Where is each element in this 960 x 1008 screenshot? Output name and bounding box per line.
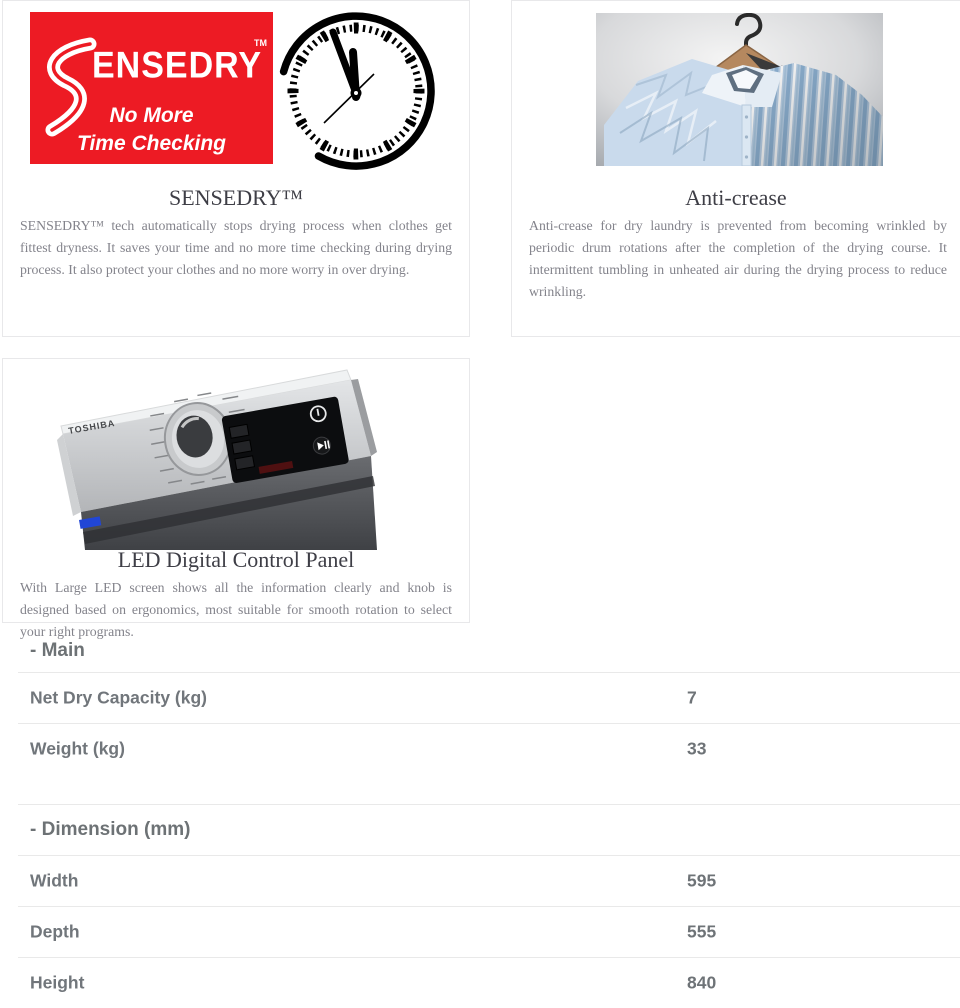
- spec-value: 7: [687, 687, 697, 708]
- spec-row-height: [18, 957, 960, 1008]
- spec-value: 840: [687, 972, 717, 993]
- anticrease-shirt-photo: [596, 13, 883, 166]
- card-title-led-panel: LED Digital Control Panel: [117, 547, 355, 572]
- spec-row-net-dry-capacity: [18, 672, 960, 723]
- spec-row-width: [18, 855, 960, 906]
- panel-brand-text: TOSHIBA: [67, 417, 116, 436]
- spec-label: Width: [30, 870, 79, 891]
- sensedry-tm-mark: TM: [254, 38, 267, 48]
- card-title-anticrease: Anti-crease: [685, 185, 787, 210]
- feature-card-anticrease: [511, 0, 960, 337]
- spec-row-weight: [18, 723, 960, 774]
- card-description-anticrease: Anti-crease for dry laundry is prevented from becoming wrinkled by periodic drum rotations after the completion of the drying course. It intermittent tumbling in unheated air during the drying process to reduce wrinkling.: [529, 218, 947, 300]
- spec-label: Height: [30, 972, 85, 993]
- card-title-sensedry: SENSEDRY™: [168, 185, 304, 210]
- clock-icon: [275, 5, 438, 172]
- led-control-panel-photo: [55, 364, 377, 550]
- spec-section-title: - Dimension (mm): [30, 819, 191, 840]
- spec-table: [18, 630, 960, 1008]
- spec-section-title: - Main: [30, 640, 85, 661]
- spec-value: 33: [687, 738, 707, 759]
- feature-card-sensedry: [2, 0, 470, 337]
- spec-label: Depth: [30, 921, 80, 942]
- card-description-led-panel: With Large LED screen shows all the information clearly and knob is designed based on ergonomics, most suitable for smooth rotation to select your right programs.: [20, 580, 452, 640]
- sensedry-logo: [30, 12, 273, 164]
- spec-value: 555: [687, 921, 717, 942]
- spec-label: Net Dry Capacity (kg): [30, 687, 207, 708]
- spec-row-depth: [18, 906, 960, 957]
- spec-value: 595: [687, 870, 717, 891]
- spec-section-dimension: [18, 804, 960, 1008]
- sensedry-tagline: No More Time Checking: [77, 104, 226, 156]
- card-description-sensedry: SENSEDRY™ tech automatically stops drying process when clothes get fittest dryness. It saves your time and no more time checking during drying process. It also protect your clothes and no more worry in over drying.: [20, 218, 452, 278]
- feature-card-led-panel: [2, 358, 470, 640]
- spec-label: Weight (kg): [30, 738, 125, 759]
- sensedry-brand-text: ENSEDRY: [92, 45, 263, 87]
- spec-section-main: [18, 630, 960, 774]
